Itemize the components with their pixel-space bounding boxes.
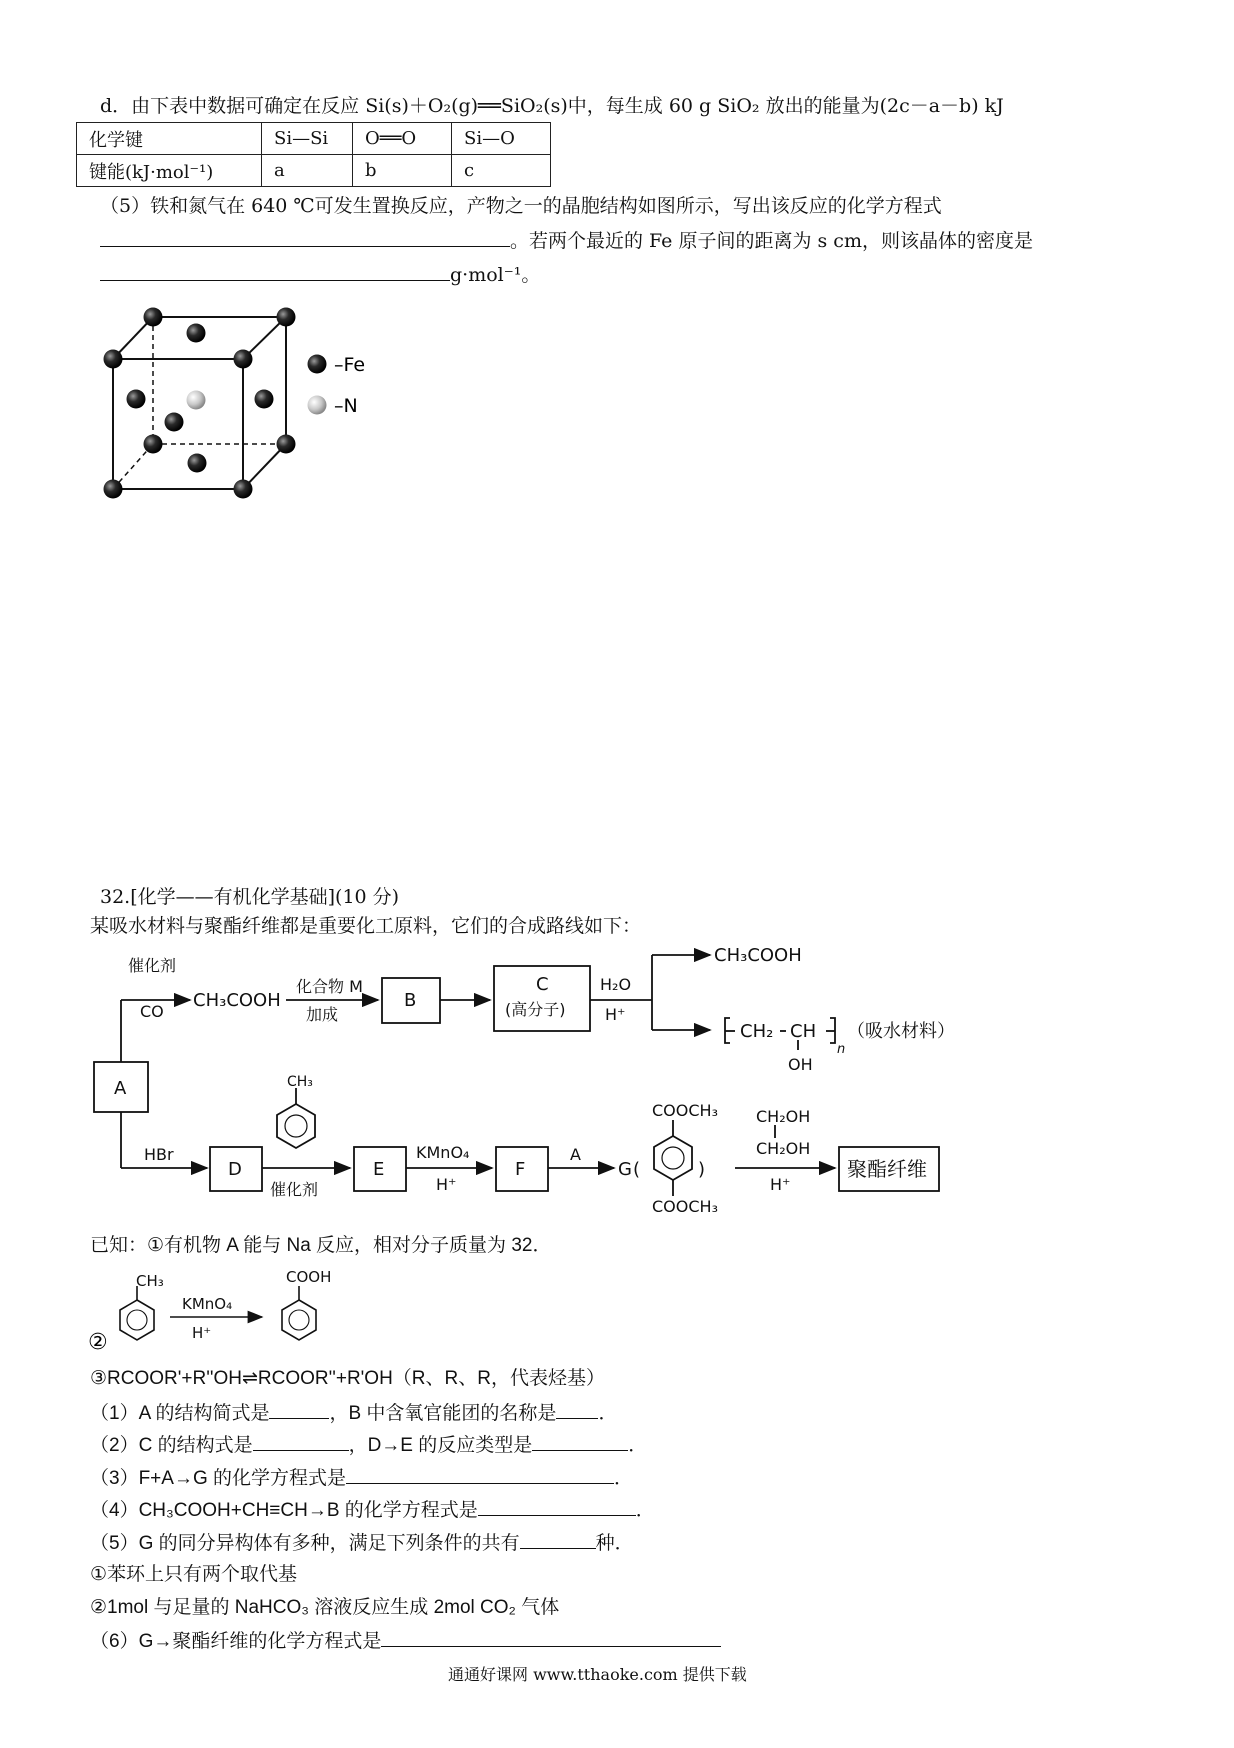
svg-text:): ): [698, 1159, 706, 1180]
answer-blank[interactable]: [269, 1400, 329, 1419]
q5-line3-text: g·mol⁻¹。: [450, 264, 541, 286]
label-pva-ch: CH: [790, 1021, 817, 1042]
table-header-cell: Si—Si: [262, 123, 353, 155]
label-cooch3-bottom: COOCH₃: [652, 1197, 718, 1216]
label-e: E: [373, 1159, 385, 1180]
table-header-cell: Si—O: [452, 123, 551, 155]
part-d-statement: d．由下表中数据可确定在反应 Si(s)＋O₂(g)══SiO₂(s)中，每生成 60 g SiO₂ 放出的能量为(2c－a－b) kJ: [100, 95, 1004, 117]
label-product-acid: CH₃COOH: [714, 945, 802, 966]
table-header-cell: O══O: [353, 123, 452, 155]
label-hplus2: H⁺: [436, 1175, 457, 1194]
page-footer: 通通好课网 www.tthaoke.com 提供下载: [448, 1665, 747, 1684]
toluene-ring: [277, 1104, 315, 1148]
label-catalyst2: 催化剂: [270, 1180, 319, 1199]
question-6: [90, 1628, 721, 1654]
q5-line1: （5）铁和氮气在 640 ℃可发生置换反应，产物之一的晶胞结构如图所示，写出该反应的化学方程式: [100, 195, 942, 217]
question-6-text: （6）G→聚酯纤维的化学方程式是: [90, 1631, 382, 1652]
label-addition: 加成: [306, 1005, 339, 1024]
legend-fe-symbol: [308, 355, 327, 374]
label-pva-n: n: [837, 1042, 846, 1057]
table-cell: c: [452, 155, 551, 187]
answer-blank[interactable]: [381, 1628, 721, 1647]
label-toluene-ch3: CH₃: [287, 1074, 313, 1090]
known-2-kmno4: KMnO₄: [182, 1295, 233, 1313]
legend-fe-label: –Fe: [334, 354, 366, 376]
question-5-text-b: 种．: [595, 1533, 634, 1554]
known-2-reaction: [0, 1260, 400, 1360]
label-cooch3-top: COOCH₃: [652, 1101, 718, 1120]
n-atom: [187, 391, 206, 410]
label-absorbent: （吸水材料）: [847, 1021, 955, 1042]
label-ch2oh-bottom: CH₂OH: [756, 1139, 811, 1158]
question-3-text: （3）F+A→G 的化学方程式是: [90, 1468, 346, 1489]
label-d: D: [228, 1159, 242, 1180]
known-2-cooh: COOH: [286, 1268, 332, 1286]
answer-blank[interactable]: [478, 1497, 636, 1516]
answer-blank[interactable]: [532, 1432, 628, 1451]
label-g: G: [618, 1159, 632, 1180]
svg-text:(: (: [633, 1159, 641, 1180]
label-catalyst: 催化剂: [128, 956, 177, 975]
question-1: [90, 1400, 617, 1426]
label-kmno4: KMnO₄: [416, 1143, 470, 1162]
label-fiber: 聚酯纤维: [847, 1157, 927, 1181]
label-b: B: [404, 990, 417, 1011]
period: ．: [635, 1500, 655, 1521]
label-a: A: [114, 1078, 127, 1099]
question-1-text-b: ，B 中含氧官能团的名称是: [329, 1403, 557, 1424]
question-5: [90, 1530, 634, 1556]
question-5-text-a: （5）G 的同分异构体有多种，满足下列条件的共有: [90, 1533, 520, 1554]
q5-line2-text: 。若两个最近的 Fe 原子间的距离为 s cm，则该晶体的密度是: [510, 230, 1033, 252]
question-2-text-a: （2）C 的结构式是: [90, 1435, 253, 1456]
known-2-number: ②: [88, 1330, 108, 1355]
period: ．: [614, 1468, 634, 1489]
label-pva-oh: OH: [788, 1055, 813, 1074]
label-pva-ch2: CH₂: [740, 1021, 774, 1042]
label-polymer: (高分子): [505, 1000, 566, 1019]
question-2-text-b: ，D→E 的反应类型是: [348, 1435, 533, 1456]
period: ．: [628, 1435, 648, 1456]
synthesis-route-diagram: [0, 940, 1000, 1240]
condition-1: ①苯环上只有两个取代基: [90, 1564, 298, 1585]
crystal-cell-figure: [0, 0, 420, 520]
known-2-hplus: H⁺: [192, 1324, 212, 1342]
label-hplus3: H⁺: [770, 1175, 791, 1194]
question-3: [90, 1465, 633, 1491]
answer-blank[interactable]: [556, 1400, 598, 1419]
table-cell: a: [262, 155, 353, 187]
label-a-reagent: A: [570, 1145, 581, 1164]
question-2: [90, 1432, 647, 1458]
question-4: [90, 1497, 655, 1523]
label-compound-m: 化合物 M: [296, 977, 363, 996]
legend-n-label: –N: [334, 395, 358, 417]
question-1-text-a: （1）A 的结构简式是: [90, 1403, 270, 1424]
table-cell: b: [353, 155, 452, 187]
table-header-cell: 化学键: [77, 123, 262, 155]
label-ch2oh-top: CH₂OH: [756, 1107, 811, 1126]
label-acetic-acid: CH₃COOH: [193, 990, 281, 1011]
g-benzene-ring: [654, 1136, 692, 1180]
condition-2: ②1mol 与足量的 NaHCO₃ 溶液反应生成 2mol CO₂ 气体: [90, 1597, 560, 1618]
known-3: ③RCOOR'+R''OH⇌RCOOR''+R'OH（R、R、R，代表烃基）: [90, 1368, 605, 1389]
known-2-ch3: CH₃: [136, 1272, 164, 1290]
known-1: 已知：①有机物 A 能与 Na 反应，相对分子质量为 32．: [90, 1235, 552, 1256]
table-cell: 键能(kJ·mol⁻¹): [77, 155, 262, 187]
label-c: C: [536, 974, 549, 995]
label-hplus: H⁺: [605, 1005, 626, 1024]
label-hbr: HBr: [144, 1145, 174, 1164]
question-4-text: （4）CH₃COOH+CH≡CH→B 的化学方程式是: [90, 1500, 478, 1521]
answer-blank[interactable]: [520, 1530, 596, 1549]
answer-blank[interactable]: [253, 1432, 349, 1451]
q32-title: 32.[化学——有机化学基础](10 分): [100, 886, 400, 908]
label-h2o: H₂O: [600, 975, 632, 994]
answer-blank[interactable]: [346, 1465, 614, 1484]
label-co: CO: [140, 1002, 164, 1021]
legend-n-symbol: [308, 396, 327, 415]
period: ．: [598, 1403, 618, 1424]
q32-intro: 某吸水材料与聚酯纤维都是重要化工原料，它们的合成路线如下：: [90, 915, 642, 937]
label-f: F: [515, 1159, 526, 1180]
